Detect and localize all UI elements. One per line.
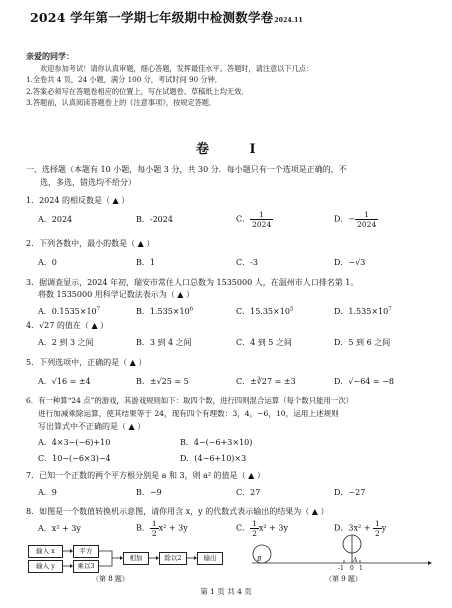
figure-9-caption: （第 9 题）	[325, 575, 362, 583]
option-d: D．− $\frac{1}{2024}$	[334, 210, 377, 229]
intro-notes	[26, 51, 313, 109]
option-c: C．$15.35\times 10^5$	[236, 306, 294, 316]
box-output: 输出	[197, 552, 223, 565]
option-a: A．√16 = ±4	[38, 377, 91, 386]
question-3-stem-line2: 将数 1535000 用科学记数法表示为（ ▲ ）	[38, 290, 194, 299]
option-a: A．9	[38, 488, 57, 497]
box-input-x: 输入 x	[28, 545, 63, 558]
question-5-options	[0, 376, 452, 390]
question-4-options	[0, 337, 452, 351]
question-6-stem-line3: 写出算式中不正确的是（ ▲ ）	[38, 422, 146, 431]
option-d: D．−√3	[334, 258, 366, 267]
option-c: C． $\frac{1}{2024}$	[236, 210, 272, 229]
figure-8-flowchart	[28, 544, 248, 588]
option-c: C．10−(−6×3)−4	[38, 454, 111, 463]
option-c: C． $\frac{1}{2}$ x² + 3y	[236, 519, 289, 538]
exam-title	[30, 8, 303, 26]
option-a: A．0	[38, 258, 57, 267]
box-square: 平方	[73, 545, 99, 558]
question-3-options	[0, 306, 452, 320]
option-a: A．x² + 3y	[38, 524, 81, 533]
option-a: A．4×3−(−6)+10	[38, 438, 111, 447]
question-6-stem-line2: 进行加减乘除运算，使其结果等于 24，现有四个有理数：3，4，−6，10，运用上述规则	[38, 409, 339, 418]
option-c: C．-3	[236, 258, 258, 267]
section-line: 选，多选，错选均不给分）	[40, 178, 136, 187]
question-4-stem: 4．√27 的值在（ ▲ ）	[26, 321, 109, 330]
option-c: C．27	[236, 488, 261, 497]
intro-header: 亲爱的同学：	[26, 51, 74, 61]
intro-line: 1.全卷共 4 页，24 小题，满分 100 分，考试时间 90 分钟．	[26, 75, 222, 84]
option-b: B．$1.535\times 10^6$	[136, 306, 194, 316]
exam-title-main: 2024 学年第一学期七年级期中检测数学卷	[30, 10, 274, 25]
option-b: B．−9	[136, 488, 162, 497]
option-d: D．(4−6+10)×3	[180, 454, 247, 463]
intro-line: 3.答题前，认真阅读答题卷上的《注意事项》，按规定答题．	[26, 98, 217, 107]
option-d: D．3x² + $\frac{1}{2}$ y	[334, 519, 387, 538]
option-b: B．-2024	[136, 215, 173, 224]
figure-8-caption: （第 8 题）	[92, 575, 129, 583]
intro-line: 2.答案必须写在答题卷相应的位置上，写在试题卷、草稿纸上均无效．	[26, 86, 249, 96]
option-b: B．±√25 = 5	[136, 377, 189, 386]
label-b: B	[257, 556, 262, 563]
section-line: 一、选择题（本题有 10 小题，每小题 3 分，共 30 分．每小题只有一个选项是正确的，不	[26, 165, 347, 174]
exam-title-date: 2024.11	[274, 17, 303, 24]
box-input-y: 输入 y	[28, 560, 63, 573]
question-6-options	[0, 437, 452, 467]
question-2-options	[0, 257, 452, 271]
option-c: C．4 到 5 之间	[236, 338, 292, 347]
page-footer: 第 1 页 共 4 页	[200, 587, 252, 596]
label-a: A	[353, 557, 358, 564]
option-b: B．1	[136, 258, 155, 267]
option-a: A．$0.1535\times 10^7$	[38, 306, 101, 316]
question-1-options	[0, 210, 452, 232]
question-1-stem: 1．2024 的相反数是（ ▲ ）	[26, 196, 130, 205]
option-d: D．5 到 6 之间	[334, 338, 391, 347]
tick-minus-1: -1	[338, 565, 344, 572]
tick-0: 0	[350, 565, 354, 572]
question-2-stem: 2．下列各数中，最小的数是（ ▲ ）	[26, 239, 155, 248]
volume-heading: 卷 I	[196, 142, 274, 157]
option-a: A．2024	[38, 215, 73, 224]
option-d: D．√−64 = −8	[334, 377, 394, 386]
question-7-stem: 7．已知一个正数的两个平方根分别是 a 和 3，则 a² 的值是（ ▲ ）	[26, 471, 265, 480]
tick-1: 1	[359, 565, 363, 572]
box-divide-2: 除以2	[159, 552, 187, 565]
option-b: B．4−(−6+3×10)	[180, 438, 253, 447]
question-8-stem: 8．如图是一个数值转换机示意图，请你用含 x，y 的代数式表示输出的结果为（ ▲ ）	[26, 507, 329, 516]
option-d: D．−27	[334, 488, 366, 497]
option-a: A．2 到 3 之间	[38, 338, 94, 347]
option-c: C．±∛27 = ±3	[236, 377, 296, 386]
question-7-options	[0, 487, 452, 501]
box-add: 相加	[123, 552, 149, 565]
question-5-stem: 5．下列选项中，正确的是（ ▲ ）	[26, 358, 147, 367]
question-6-stem-line1: 6．有一种算“24 点”的游戏，其游戏规则如下：取四个数，进行四则混合运算（每个数只能用一次）	[26, 396, 354, 405]
question-3-stem-line1: 3．据调查显示，2024 年初，瑞安市常住人口总数为 1535000 人，在温州市人口排名第 1。	[26, 278, 359, 287]
section-heading	[26, 163, 347, 189]
option-b: B．3 到 4 之间	[136, 338, 192, 347]
option-d: D．$1.535\times 10^7$	[334, 306, 392, 316]
box-multiply-3: 乘以3	[73, 560, 99, 573]
intro-line: 欢迎参加考试！请你认真审题，细心答题，发挥最佳水平。答题时，请注意以下几点：	[40, 63, 314, 73]
option-b: B． $\frac{1}{2}$ x² + 3y	[136, 519, 188, 538]
